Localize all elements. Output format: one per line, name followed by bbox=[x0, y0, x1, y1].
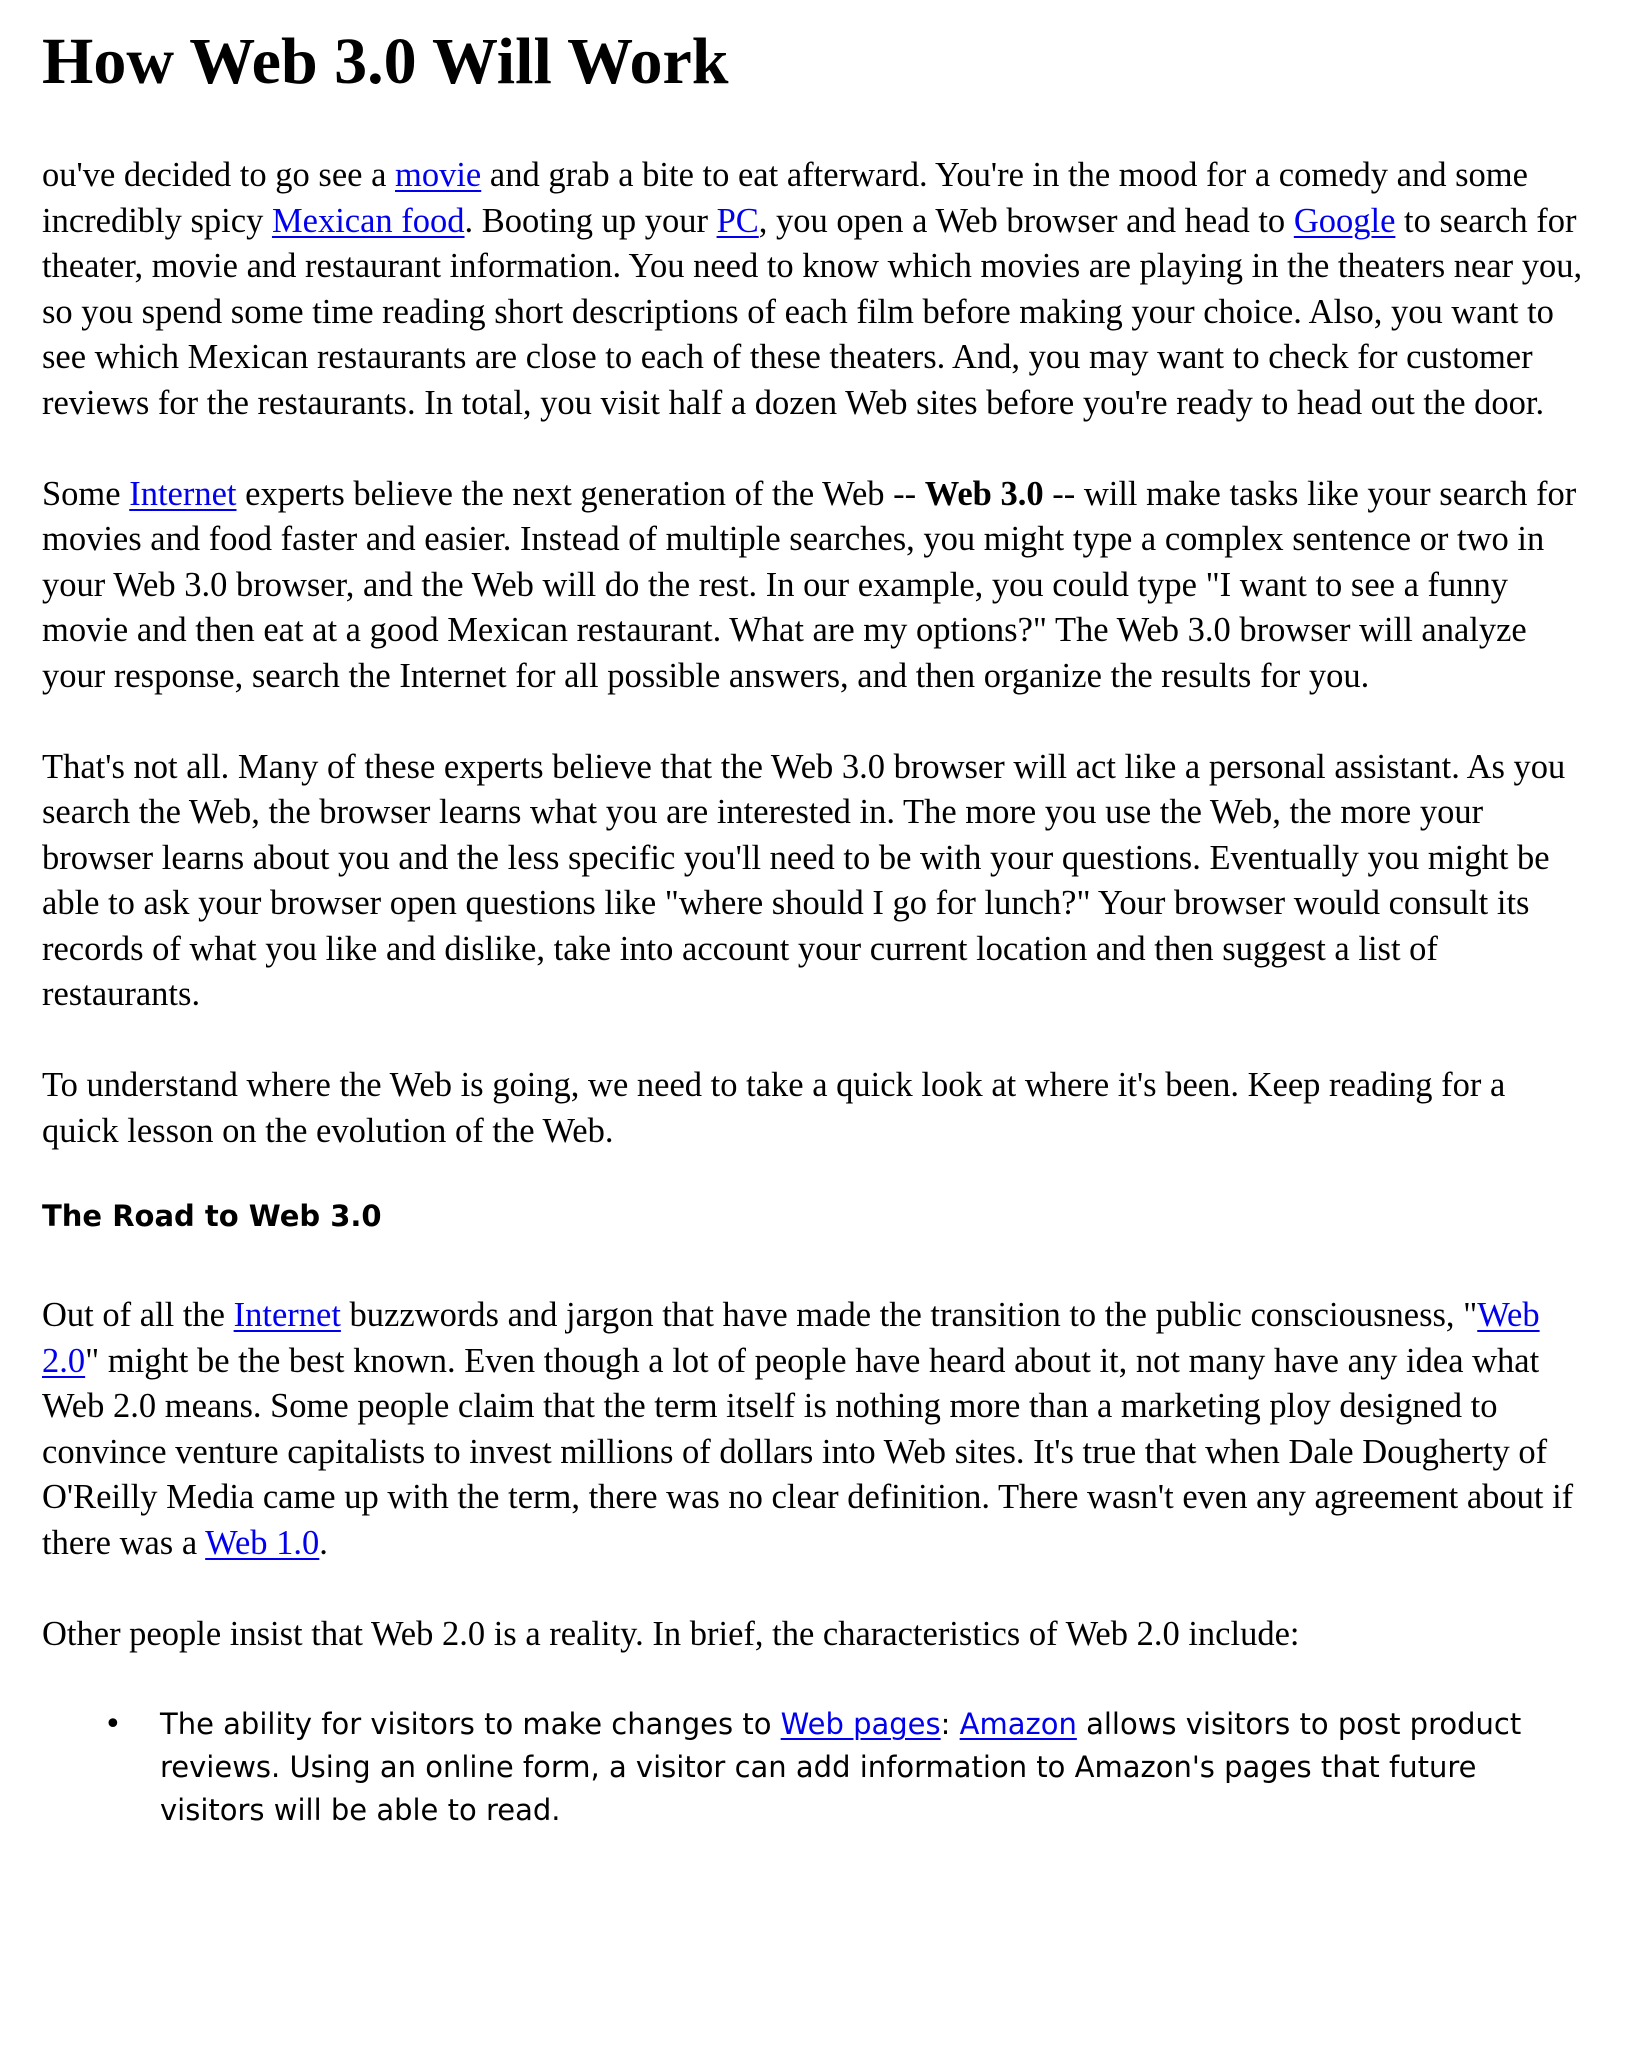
page-title: How Web 3.0 Will Work bbox=[42, 25, 729, 98]
bold-term: Web 3.0 bbox=[924, 474, 1044, 513]
paragraph-web3-experts bbox=[42, 472, 1590, 700]
list-item-text: allows visitors to post product reviews. Using an online form, a visitor can add information to Amazon's pages that future visitors will be able to read. bbox=[160, 1707, 1522, 1827]
article bbox=[42, 0, 1590, 1832]
paragraph-text: . bbox=[319, 1523, 328, 1562]
paragraph-text: ou've decided to go see a bbox=[42, 156, 396, 194]
link-google[interactable]: Google bbox=[1293, 201, 1396, 240]
link-internet[interactable]: Internet bbox=[129, 474, 237, 513]
link-web-2[interactable]: Web 2.0 bbox=[42, 1296, 1540, 1380]
link-amazon[interactable]: Amazon bbox=[959, 1707, 1077, 1741]
paragraph-text: to search for theater, movie and restaurant information. You need to know which movies are playing in the theaters near you, so you spend some time reading short descriptions of each film before making your choice. Also, you want to see which Mexican restaurants are close to each of these theaters. And, you may want to check for customer reviews for the restaurants. In total, you visit half a dozen Web sites before you're ready to head out the door. bbox=[42, 201, 1583, 422]
paragraph-text: -- will make tasks like your search for movies and food faster and easier. Instead of multiple searches, you might type a complex sentence or two in your Web 3.0 browser, and the Web will do the rest. In our example, you could type "I want to see a funny movie and then eat at a good Mexican restaurant. What are my options?" The Web 3.0 browser will analyze your response, search the Internet for all possible answers, and then organize the results for you. bbox=[42, 474, 1577, 695]
link-movie[interactable]: movie bbox=[395, 156, 482, 194]
list-item-text: The ability for visitors to make changes to bbox=[160, 1707, 781, 1741]
characteristics-list bbox=[42, 1703, 1590, 1832]
list-item-text: : bbox=[940, 1707, 960, 1741]
bullet-icon: • bbox=[104, 1707, 122, 1742]
paragraph-personal-assistant: That's not all. Many of these experts believe that the Web 3.0 browser will act like a personal assistant. As you search the Web, the browser learns what you are interested in. The more you use the Web, the more your browser learns about you and the less specific you'll need to be with your questions. Eventually you might be able to ask your browser open questions like "where should I go for lunch?" Your browser would consult its records of what you like and dislike, take into account your current location and then suggest a list of restaurants. bbox=[42, 747, 1566, 1013]
link-internet-2[interactable]: Internet bbox=[233, 1296, 341, 1334]
paragraph-text: experts believe the next generation of the Web -- bbox=[236, 474, 925, 513]
paragraph-intro bbox=[42, 153, 1590, 426]
list-item bbox=[42, 1703, 1560, 1832]
paragraph-where-going: To understand where the Web is going, we need to take a quick look at where it's been. Keep reading for a quick lesson on the evolution of the Web. bbox=[42, 1066, 1506, 1150]
paragraph-text: Some bbox=[42, 474, 130, 513]
paragraph-text: and grab a bite to eat afterward. You're in the mood for a comedy and some incredibly spicy bbox=[42, 156, 1528, 240]
paragraph-text: buzzwords and jargon that have made the transition to the public consciousness, " bbox=[340, 1296, 1478, 1334]
link-mexican-food[interactable]: Mexican food bbox=[271, 201, 465, 240]
paragraph-text: , you open a Web browser and head to bbox=[758, 201, 1294, 240]
link-web-pages[interactable]: Web pages bbox=[780, 1707, 941, 1741]
link-pc[interactable]: PC bbox=[716, 201, 759, 240]
section-heading: The Road to Web 3.0 bbox=[42, 1199, 382, 1233]
paragraph-web2 bbox=[42, 1293, 1590, 1566]
paragraph-text: " might be the best known. Even though a lot of people have heard about it, not many have any idea what Web 2.0 means. Some people claim that the term itself is nothing more than a marketing ploy designed to convince venture capitalists to invest millions of dollars into Web sites. It's true that when Dale Dougherty of O'Reilly Media came up with the term, there was no clear definition. There wasn't even any agreement about if there was a bbox=[42, 1341, 1574, 1562]
paragraph-text: . Booting up your bbox=[464, 201, 717, 240]
paragraph-characteristics: Other people insist that Web 2.0 is a reality. In brief, the characteristics of Web 2.0 include: bbox=[42, 1614, 1300, 1653]
link-web-1[interactable]: Web 1.0 bbox=[205, 1523, 320, 1562]
paragraph-text: Out of all the bbox=[42, 1296, 234, 1334]
